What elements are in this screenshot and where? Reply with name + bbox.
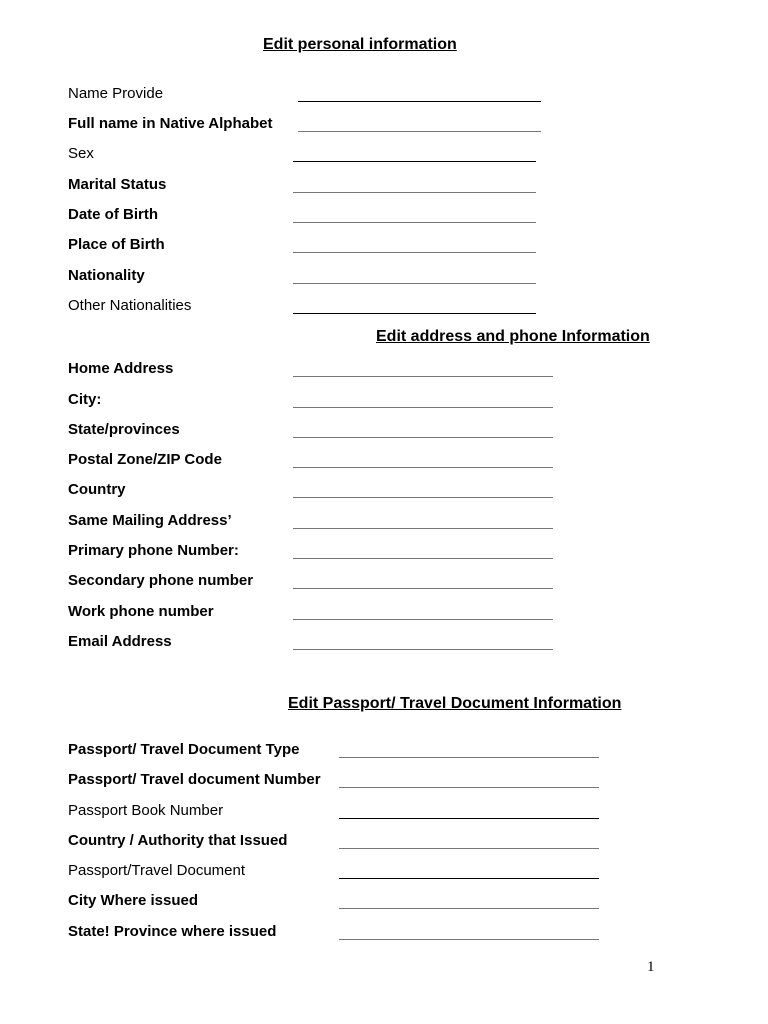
field-label: Same Mailing Address’ (68, 512, 232, 529)
field-line[interactable] (339, 757, 599, 758)
field-label: Passport/Travel Document (68, 862, 246, 879)
field-label: Other Nationalities (68, 297, 192, 314)
field-line[interactable] (339, 818, 599, 819)
field-line[interactable] (293, 313, 536, 314)
field-label: Email Address (68, 633, 172, 650)
field-label: City: (68, 391, 102, 408)
field-line[interactable] (293, 283, 536, 284)
field-label: City Where issued (68, 892, 199, 909)
field-line[interactable] (293, 376, 553, 377)
field-line[interactable] (293, 649, 553, 650)
field-line[interactable] (298, 101, 541, 102)
field-label: Full name in Native Alphabet (68, 115, 273, 132)
field-line[interactable] (339, 908, 599, 909)
field-line[interactable] (293, 467, 553, 468)
field-label: Place of Birth (68, 236, 165, 253)
field-label: Passport/ Travel Document Type (68, 741, 300, 758)
field-line[interactable] (293, 558, 553, 559)
field-label: Passport Book Number (68, 802, 224, 819)
field-line[interactable] (293, 528, 553, 529)
field-line[interactable] (293, 619, 553, 620)
field-label: Marital Status (68, 176, 167, 193)
field-label: Name Provide (68, 85, 164, 102)
field-label: Date of Birth (68, 206, 158, 223)
field-label: Nationality (68, 267, 145, 284)
field-line[interactable] (293, 497, 553, 498)
field-line[interactable] (298, 131, 541, 132)
page-number: 1 (647, 959, 655, 975)
field-line[interactable] (339, 787, 599, 788)
field-label: Postal Zone/ZIP Code (68, 451, 222, 468)
field-label: Work phone number (68, 603, 214, 620)
field-label: Country (68, 481, 126, 498)
field-line[interactable] (293, 588, 553, 589)
field-line[interactable] (339, 878, 599, 879)
address-info-heading: Edit address and phone Information (376, 328, 650, 345)
field-line[interactable] (293, 161, 536, 162)
field-label: Home Address (68, 360, 174, 377)
field-label: Sex (68, 145, 94, 162)
field-line[interactable] (293, 192, 536, 193)
field-label: Passport/ Travel document Number (68, 771, 321, 788)
field-line[interactable] (293, 437, 553, 438)
field-line[interactable] (339, 939, 599, 940)
field-label: Primary phone Number: (68, 542, 239, 559)
field-label: State/provinces (68, 421, 180, 438)
field-label: State! Province where issued (68, 923, 277, 940)
field-line[interactable] (339, 848, 599, 849)
field-line[interactable] (293, 407, 553, 408)
personal-info-heading: Edit personal information (263, 36, 457, 53)
field-line[interactable] (293, 252, 536, 253)
field-label: Country / Authority that Issued (68, 832, 288, 849)
passport-info-heading: Edit Passport/ Travel Document Information (288, 695, 622, 712)
field-line[interactable] (293, 222, 536, 223)
field-label: Secondary phone number (68, 572, 254, 589)
